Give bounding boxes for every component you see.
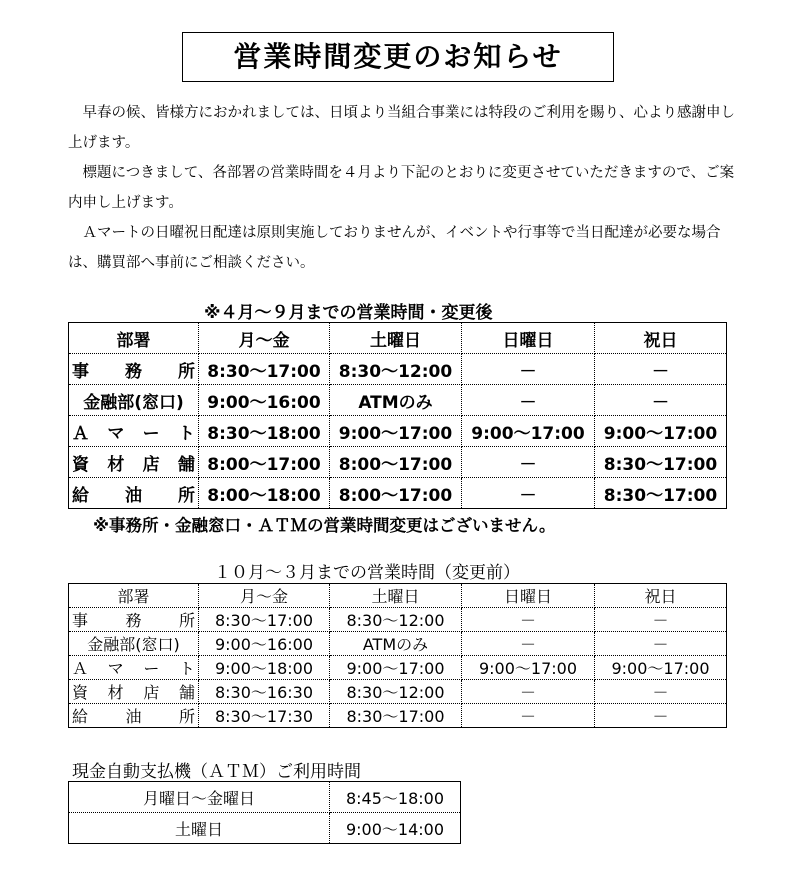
table-cell: 9:00～17:00 [595,656,727,680]
table-row [69,813,461,844]
table-cell: － [462,478,595,509]
column-header: 月～金 [199,584,330,608]
table-cell: 8:30～12:00 [330,680,462,704]
department-cell: Ａマート [69,656,199,680]
department-cell: 資材店舗 [69,447,199,478]
department-cell: 事務所 [69,354,199,385]
table-cell: － [462,354,595,385]
table-cell: － [462,680,595,704]
atm-caption: 現金自動支払機（ＡＴＭ）ご利用時間 [72,762,361,782]
column-header: 祝日 [595,323,727,354]
table-row [69,416,727,447]
column-header: 祝日 [595,584,727,608]
column-header: 日曜日 [462,323,595,354]
page-title: 営業時間変更のお知らせ [182,32,614,82]
atm-time-cell: 8:45～18:00 [330,782,461,813]
intro-paragraph: 早春の候、皆様方におかれましては、日頃より当組合事業には特段のご利用を賜り、心より感謝申し上げます。 [68,105,735,151]
table-row [69,680,727,704]
column-header: 部署 [69,323,199,354]
column-header: 部署 [69,584,199,608]
table-cell: 8:00～18:00 [199,478,330,509]
old-hours-table [68,583,727,728]
atm-hours-table [68,781,461,844]
table-cell: 9:00～17:00 [462,416,595,447]
department-cell: Ａマート [69,416,199,447]
old-hours-caption: １０月～３月までの営業時間（変更前） [214,563,520,583]
table-cell: 9:00～16:00 [199,632,330,656]
column-header: 月～金 [199,323,330,354]
department-cell: 金融部(窓口) [69,385,199,416]
table-cell: 8:00～17:00 [199,447,330,478]
table-note: ※事務所・金融窓口・ＡＴＭの営業時間変更はございません。 [93,516,556,535]
table-cell: 8:30～17:00 [199,608,330,632]
table-cell: 9:00～16:00 [199,385,330,416]
table-cell: 8:00～17:00 [330,478,462,509]
table-row [69,632,727,656]
intro-text [68,98,736,278]
department-cell: 金融部(窓口) [69,632,199,656]
table-row [69,608,727,632]
table-cell: 8:30～12:00 [330,354,462,385]
table-cell: － [595,385,727,416]
department-cell: 給油所 [69,704,199,728]
table-cell: － [595,632,727,656]
table-row [69,656,727,680]
table-cell: ATMのみ [330,632,462,656]
atm-day-cell: 土曜日 [69,813,330,844]
table-cell: 8:30～12:00 [330,608,462,632]
table-header-row [69,584,727,608]
table-row [69,782,461,813]
table-cell: 8:30～17:00 [595,478,727,509]
column-header: 土曜日 [330,323,462,354]
table-cell: ATMのみ [330,385,462,416]
column-header: 土曜日 [330,584,462,608]
table-cell: － [595,704,727,728]
table-cell: － [595,680,727,704]
table-header-row [69,323,727,354]
table-row [69,447,727,478]
table-row [69,385,727,416]
table-cell: 9:00～18:00 [199,656,330,680]
department-cell: 資材店舗 [69,680,199,704]
table-row [69,704,727,728]
table-cell: － [595,354,727,385]
table-row [69,354,727,385]
atm-day-cell: 月曜日～金曜日 [69,782,330,813]
table-cell: － [462,385,595,416]
new-hours-table [68,322,727,509]
table-cell: 8:30～16:30 [199,680,330,704]
table-cell: － [595,608,727,632]
intro-paragraph: 標題につきまして、各部署の営業時間を４月より下記のとおりに変更させていただきますので、ご案内申し上げます。 [68,165,735,211]
department-cell: 給油所 [69,478,199,509]
table-cell: 9:00～17:00 [330,656,462,680]
table-cell: 8:30～17:00 [595,447,727,478]
table-cell: 9:00～17:00 [330,416,462,447]
table-cell: 8:30～17:00 [330,704,462,728]
table-cell: 8:30～18:00 [199,416,330,447]
atm-time-cell: 9:00～14:00 [330,813,461,844]
table-cell: － [462,704,595,728]
department-cell: 事務所 [69,608,199,632]
table-cell: － [462,608,595,632]
table-cell: 8:00～17:00 [330,447,462,478]
table-cell: － [462,447,595,478]
intro-paragraph: Ａマートの日曜祝日配達は原則実施しておりませんが、イベントや行事等で当日配達が必要な場合は、購買部へ事前にご相談ください。 [68,225,721,271]
table-row [69,478,727,509]
table-cell: 8:30～17:30 [199,704,330,728]
new-hours-caption: ※４月～９月までの営業時間・変更後 [204,303,493,323]
table-cell: － [462,632,595,656]
table-cell: 9:00～17:00 [595,416,727,447]
table-cell: 8:30～17:00 [199,354,330,385]
column-header: 日曜日 [462,584,595,608]
table-cell: 9:00～17:00 [462,656,595,680]
